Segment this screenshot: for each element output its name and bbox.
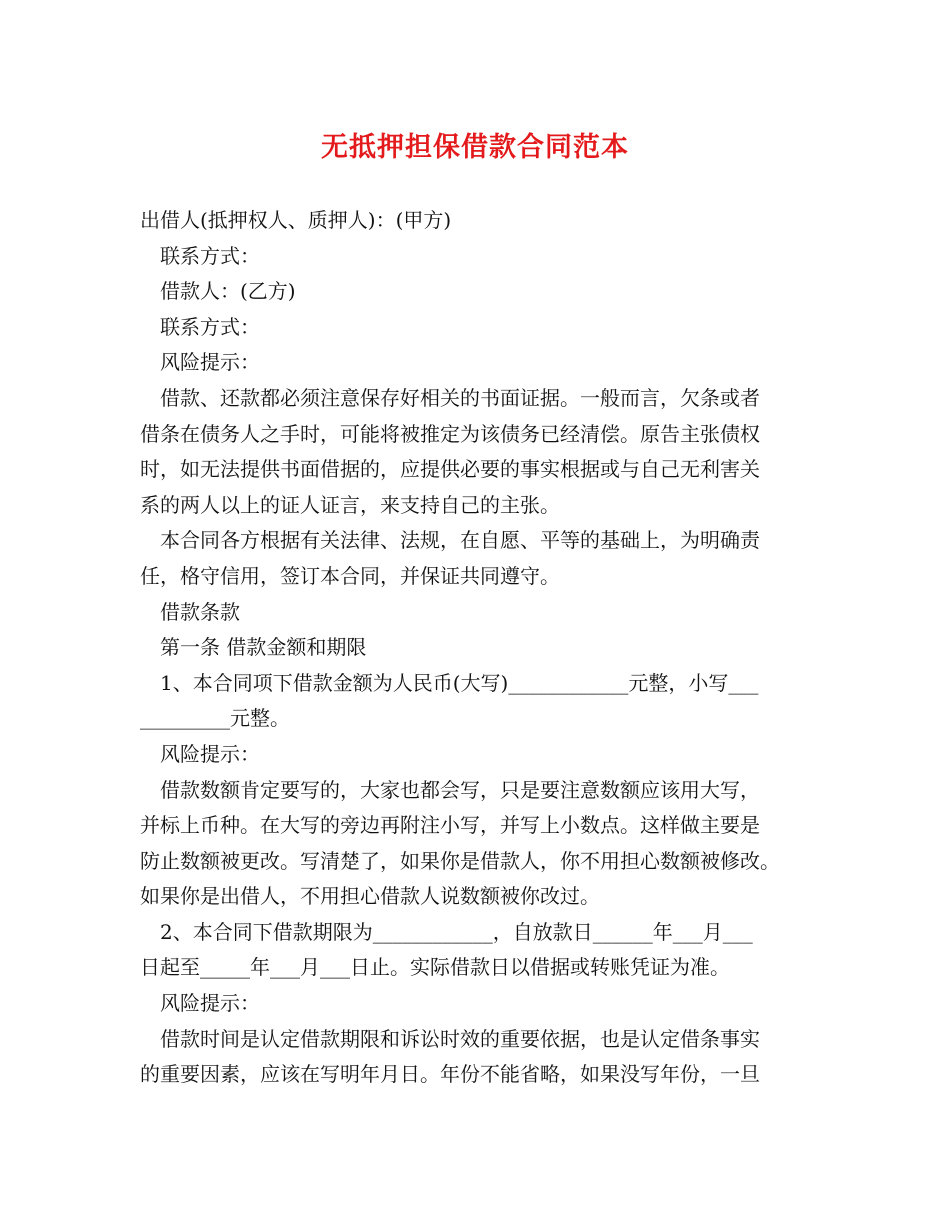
text-line: 出借人(抵押权人、质押人)：(甲方) xyxy=(140,208,452,232)
text-line: 借款人：(乙方) xyxy=(160,279,296,304)
text-line: 如果你是出借人，不用担心借款人说数额被你改过。 xyxy=(140,884,600,909)
text-line: 借款、还款都必须注意保存好相关的书面证据。一般而言，欠条或者 xyxy=(160,385,760,410)
text-line: 日起至_____年___月___日止。实际借款日以借据或转账凭证为准。 xyxy=(140,955,730,980)
text-line: 防止数额被更改。写清楚了，如果你是借款人，你不用担心数额被修改。 xyxy=(140,848,780,873)
text-line: 本合同各方根据有关法律、法规，在自愿、平等的基础上，为明确责 xyxy=(160,528,760,553)
text-line: 时，如无法提供书面借据的，应提供必要的事实根据或与自己无利害关 xyxy=(140,457,760,482)
text-line: _________元整。 xyxy=(140,706,290,731)
text-line: 任，格守信用，签订本合同，并保证共同遵守。 xyxy=(140,563,560,588)
text-line: 借款数额肯定要写的，大家也都会写，只是要注意数额应该用大写， xyxy=(160,777,760,802)
text-line: 风险提示： xyxy=(160,991,260,1016)
document-body xyxy=(140,203,820,1093)
text-line: 系的两人以上的证人证言，来支持自己的主张。 xyxy=(140,492,560,517)
text-line: 风险提示： xyxy=(160,350,260,375)
text-line: 2、本合同下借款期限为____________，自放款日______年___月___ xyxy=(160,919,753,944)
text-line: 联系方式： xyxy=(160,243,260,268)
text-line: 联系方式： xyxy=(160,314,260,339)
text-line: 1、本合同项下借款金额为人民币(大写)____________元整，小写___ xyxy=(160,670,759,695)
document-title: 无抵押担保借款合同范本 xyxy=(321,132,629,163)
text-line: 借款时间是认定借款期限和诉讼时效的重要依据，也是认定借条事实 xyxy=(160,1026,760,1051)
text-line: 风险提示： xyxy=(160,741,260,766)
text-line: 借款条款 xyxy=(160,599,240,624)
text-line: 并标上币种。在大写的旁边再附注小写，并写上小数点。这样做主要是 xyxy=(140,813,760,838)
text-line: 的重要因素，应该在写明年月日。年份不能省略，如果没写年份，一旦 xyxy=(140,1062,760,1087)
text-line: 借条在债务人之手时，可能将被推定为该债务已经清偿。原告主张债权 xyxy=(140,421,760,446)
text-line: 第一条 借款金额和期限 xyxy=(160,635,367,660)
